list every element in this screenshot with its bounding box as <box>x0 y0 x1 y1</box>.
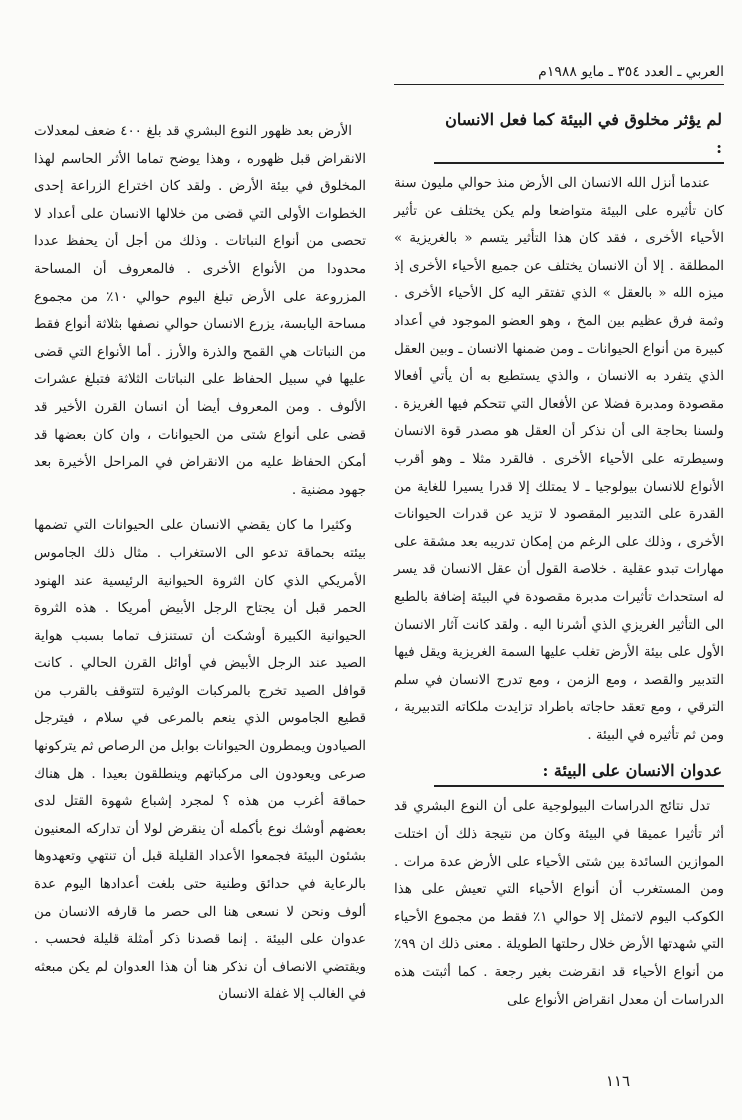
column-gutter <box>368 110 369 1060</box>
paragraph-buffalo: وكثيرا ما كان يقضي الانسان على الحيوانات التي تضمها بيئته بحماقة تدعو الى الاستغراب . مثال ذلك الجاموس الأمريكي الذي كان الثروة الحيوانية الرئيسية عند الهنود الحمر قبل أن يجتاح الرجل الأبيض أمريكا . هذه الثروة الحيوانية الكبيرة أوشكت أن تستنزف تماما بسبب هواية الصيد عند الرجل الأبيض في أوائل القرن الحالي . كانت قوافل الصيد تخرج بالمركبات الوثيرة لتتوقف بالقرب من قطيع الجاموس الذي ينعم بالمرعى في سلام ، فيترجل الصيادون ويمطرون الحيوانات بوابل من الرصاص ثم يتركونها صرعى ويعودون الى مركباتهم وينطلقون بعيدا . هل هناك حماقة أغرب من هذه ؟ لمجرد إشباع شهوة القتل لدى بعضهم أوشك نوع بأكمله أن ينقرض لولا أن تداركه المعنيون بشئون البيئة فجمعوا الأعداد القليلة قبل أن تنتهي وتعهدوها بالرعاية في حدائق وطنية حتى بلغت أعدادها اليوم عدة ألوف ونحن لا نسعى هنا الى حصر ما قارفه الانسان من عدوان على البيئة . إنما قصدنا ذكر أمثلة قليلة فحسب . ويقتضي الانصاف أن نذكر هنا أن هذا العدوان لم يكن مبعثه في الغالب إلا غفلة الانسان <box>34 518 366 1003</box>
paragraph-human-impact: عندما أنزل الله الانسان الى الأرض منذ حوالي مليون سنة كان تأثيره على البيئة متواضعا ولم يكن يختلف عن تأثير الأحياء الأخرى ، فقد كان هذا التأثير يتسم « بالغريزية » المطلقة . إلا أن الانسان يختلف عن جميع الأحياء الأخرى إذ ميزه الله « بالعقل » الذي تفتقر اليه كل الأحياء الأخرى . وثمة فرق عظيم بين المخ ، وهو العضو الموجود في أعداد كبيرة من أنواع الحيوانات ـ ومن ضمنها الانسان ـ وبين العقل الذي يتفرد به الانسان ، والذي يستطيع به أن يأتي أفعالا مقصودة ومدبرة فضلا عن الأفعال التي تتحكم فيها الغريزة . ولسنا بحاجة الى أن نذكر أن العقل هو مصدر قوة الانسان وسيطرته على الأحياء الأخرى . فالقرد مثلا ـ وهو أقرب الأنواع للانسان بيولوجيا ـ لا يمتلك إلا قدرا يسيرا للغاية من القدرة على التدبير المقصود لا تزيد عن قدرات الحيوانات الأخرى ، وذلك على الرغم من إمكان تدريبه بعد مشقة على مهارات تبدو عقلية . خلاصة القول أن عقل الانسان قد يسر له استحداث تأثيرات مدبرة مقصودة في البيئة إضافة بالطبع الى التأثير الغريزي الذي أشرنا اليه . ولقد كانت آثار الانسان الأول على بيئة الأرض تغلب عليها السمة الغريزية ويقل فيها التدبير والقصد ، ومع الزمن ، ومع تدرج الانسان في سلم الترقي ، ومع تعقد حاجاته باطراد تزايدت ملكاته التدبيرية ، ومن ثم تأثيره في البيئة . <box>394 176 724 743</box>
running-header: العربي ـ العدد ٣٥٤ ـ مايو ١٩٨٨م <box>394 64 724 85</box>
paragraph-aggression: تدل نتائج الدراسات البيولوجية على أن النوع البشري قد أثر تأثيرا عميقا في البيئة وكان من نتيجة ذلك أن اختلت الموازين السائدة بين شتى الأحياء على الأرض عدة مرات . ومن المستغرب أن أنواع الأحياء التي تعيش على هذا الكوكب اليوم لاتمثل إلا حوالي ١٪ فقط من مجموع الأحياء التي شهدتها الأرض خلال رحلتها الطويلة . معنى ذلك ان ٩٩٪ من أنواع الأحياء قد انقرضت بغير رجعة . كما أثبتت هذه الدراسات أن معدل انقراض الأنواع على <box>394 799 724 1008</box>
section-heading-human-impact: لم يؤثر مخلوق في البيئة كما فعل الانسان : <box>434 106 724 164</box>
page-number: ١١٦ <box>605 1072 630 1090</box>
left-column <box>34 118 366 1017</box>
paragraph-extinction-rate: الأرض بعد ظهور النوع البشري قد بلغ ٤٠٠ ضعف لمعدلات الانقراض قبل ظهوره ، وهذا يوضح تماما الأثر الحاسم لهذا المخلوق في بيئة الأرض . ولقد كان اختراع الزراعة إحدى الخطوات الأولى التي قضى من خلالها الانسان على أعداد لا تحصى من أنواع النباتات . وذلك من أجل أن يحفظ عددا محدودا من الأنواع الأخرى . فالمعروف أن المساحة المزروعة على الأرض تبلغ اليوم حوالي ١٠٪ من مجموع مساحة اليابسة، يزرع الانسان حوالي نصفها بثلاثة أنواع فقط من النباتات هي القمح والذرة والأرز . أما الأنواع التي قضى عليها في سبيل الحفاظ على النباتات الثلاثة فتبلغ عشرات الألوف . ومن المعروف أيضا أن انسان القرن الأخير قد قضى على أنواع شتى من الحيوانات ، وان كان بعضها قد أمكن الحفاظ عليه من الانقراض في المراحل الأخيرة بعد جهود مضنية . <box>34 124 367 498</box>
section-heading-aggression: عدوان الانسان على البيئة : <box>434 757 724 787</box>
right-column <box>394 106 724 1022</box>
